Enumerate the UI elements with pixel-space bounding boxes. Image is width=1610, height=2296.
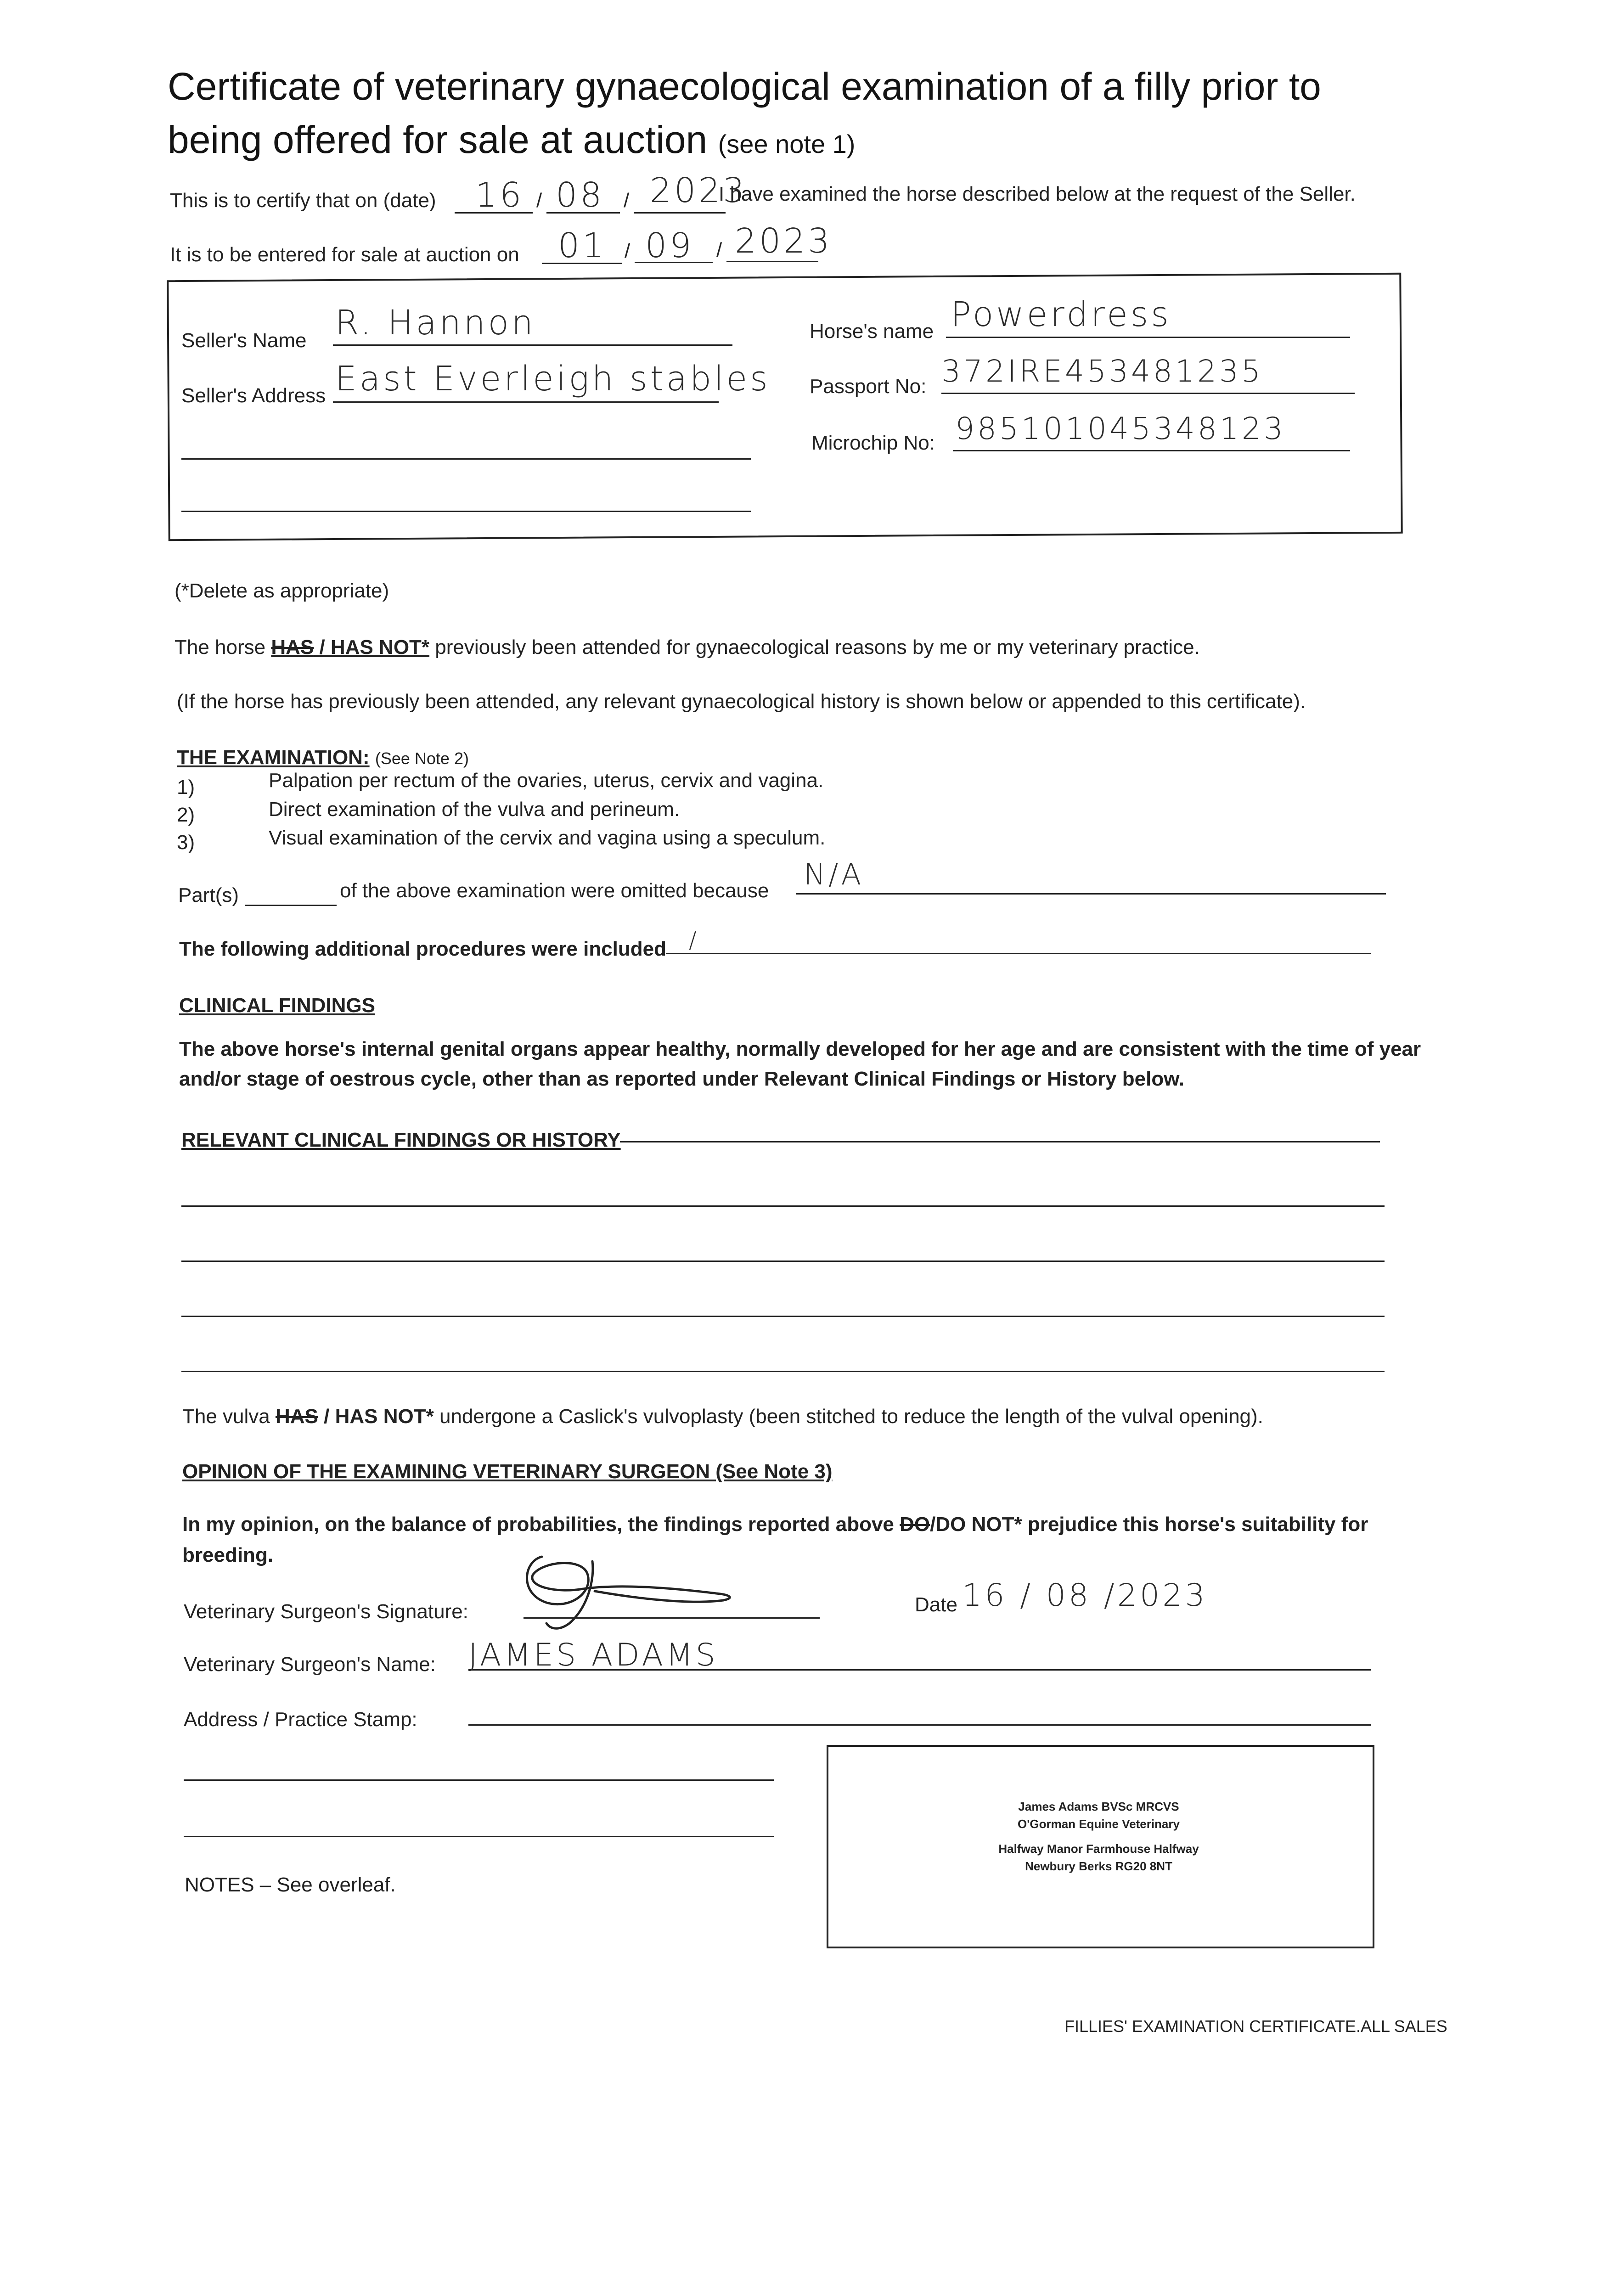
vet-name-value: JAMES ADAMS — [468, 1637, 718, 1673]
title-line-2 — [168, 113, 1430, 171]
practice-address-label: Address / Practice Stamp: — [184, 1708, 417, 1731]
seller-name-label: Seller's Name — [181, 329, 307, 352]
opinion-heading: OPINION OF THE EXAMINING VETERINARY SURGEON (See Note 3) — [182, 1460, 833, 1483]
microchip-value: 985101045348123 — [955, 411, 1286, 446]
vulva-suffix: undergone a Caslick's vulvoplasty (been stitched to reduce the length of the vulval opening). — [439, 1405, 1263, 1428]
page-title — [168, 60, 1430, 171]
notes-reference: NOTES – See overleaf. — [185, 1874, 396, 1896]
exam-item-2-num: 2) — [177, 804, 195, 826]
date-label: Date — [915, 1593, 957, 1616]
certify-day: 16 — [475, 175, 524, 215]
vulva-prefix: The vulva — [182, 1405, 270, 1428]
clinical-statement-2: and/or stage of oestrous cycle, other than as reported under Relevant Clinical Findings or History below. — [179, 1068, 1185, 1090]
certify-prefix: This is to certify that on (date) — [170, 189, 436, 212]
examination-heading-note: (See Note 2) — [375, 749, 469, 768]
omitted-value: N/A — [804, 858, 864, 892]
practice-stamp — [831, 1798, 1366, 1875]
passport-line — [941, 393, 1355, 394]
seller-name-line — [333, 344, 732, 346]
attended-choice — [271, 636, 429, 658]
opinion-line-1 — [182, 1513, 1368, 1536]
auction-year: 2023 — [735, 221, 833, 261]
vulva-has-struck: HAS — [276, 1405, 318, 1428]
delete-note: (*Delete as appropriate) — [175, 580, 389, 602]
vulva-choice — [276, 1405, 434, 1428]
auction-sep-2: / — [716, 239, 722, 261]
title-note: (see note 1) — [718, 129, 856, 158]
seller-address-label: Seller's Address — [181, 384, 326, 407]
exam-item-1-num: 1) — [177, 776, 195, 799]
auction-month: 09 — [645, 226, 694, 265]
exam-item-2-text: Direct examination of the vulva and perineum. — [269, 798, 680, 821]
seller-address-value: East Everleigh stables — [335, 359, 771, 399]
vulva-has-not: / HAS NOT* — [324, 1405, 434, 1428]
attended-suffix: previously been attended for gynaecological reasons by me or my veterinary practice. — [435, 636, 1200, 658]
attended-line — [175, 636, 1200, 659]
auction-label: It is to be entered for sale at auction on — [170, 243, 519, 266]
stamp-line-2: O'Gorman Equine Veterinary — [1018, 1817, 1180, 1831]
passport-value: 372IRE453481235 — [941, 354, 1263, 389]
microchip-line — [953, 450, 1350, 451]
exam-item-1-text: Palpation per rectum of the ovaries, uterus, cervix and vagina. — [269, 769, 824, 792]
stamp-line-1: James Adams BVSc MRCVS — [1018, 1800, 1179, 1813]
horse-name-label: Horse's name — [810, 320, 934, 343]
auction-day: 01 — [558, 226, 607, 265]
vulva-line — [182, 1405, 1263, 1428]
certify-suffix: I have examined the horse described below at the request of the Seller. — [719, 183, 1356, 205]
seller-name-value: R. Hannon — [335, 303, 536, 343]
title-line-2-text: being offered for sale at auction — [168, 118, 708, 161]
practice-address-line-2 — [184, 1779, 774, 1781]
footer-form-id: FILLIES' EXAMINATION CERTIFICATE.ALL SALES — [1064, 2017, 1447, 2036]
examination-heading-text: THE EXAMINATION: — [177, 746, 370, 769]
date-sep-1: / — [536, 189, 542, 212]
omitted-label: of the above examination were omitted because — [340, 879, 769, 902]
exam-item-3-text: Visual examination of the cervix and vagina using a speculum. — [269, 827, 826, 849]
omitted-line — [796, 893, 1386, 895]
seller-address-line — [333, 401, 719, 403]
microchip-label: Microchip No: — [811, 432, 935, 454]
auction-sep-1: / — [625, 240, 630, 262]
certify-year: 2023 — [650, 171, 748, 210]
additional-value: / — [689, 927, 699, 953]
attended-prefix: The horse — [175, 636, 266, 658]
clinical-statement-1: The above horse's internal genital organs appear healthy, normally developed for her age and are consistent with the time of year — [179, 1038, 1421, 1060]
horse-name-value: Powerdress — [951, 295, 1171, 334]
date-sep-2: / — [624, 189, 630, 212]
attended-has-struck: HAS — [271, 636, 314, 658]
opinion-do-struck: DO — [900, 1513, 930, 1536]
passport-label: Passport No: — [810, 375, 927, 398]
relevant-line-2 — [181, 1205, 1385, 1207]
signature-label: Veterinary Surgeon's Signature: — [184, 1600, 468, 1623]
relevant-heading: RELEVANT CLINICAL FINDINGS OR HISTORY — [181, 1129, 621, 1151]
vet-name-label: Veterinary Surgeon's Name: — [184, 1653, 436, 1676]
practice-address-line-3 — [184, 1836, 774, 1837]
date-value: 16 / 08 /2023 — [962, 1577, 1208, 1614]
date-year-line — [634, 212, 726, 214]
relevant-line-1 — [620, 1141, 1380, 1142]
seller-address-line-2 — [181, 458, 751, 460]
horse-name-line — [946, 337, 1350, 338]
exam-item-3-num: 3) — [177, 831, 195, 854]
additional-line — [666, 953, 1371, 954]
stamp-line-4: Newbury Berks RG20 8NT — [1025, 1859, 1172, 1873]
certify-month: 08 — [556, 175, 605, 215]
opinion-line-2: breeding. — [182, 1544, 274, 1566]
auction-year-line — [726, 261, 818, 262]
relevant-line-3 — [181, 1261, 1385, 1262]
title-line-1: Certificate of veterinary gynaecological examination of a filly prior to — [168, 65, 1321, 108]
practice-address-line — [468, 1724, 1371, 1726]
history-note: (If the horse has previously been attended, any relevant gynaecological history is shown below or appended to this certificate). — [177, 690, 1306, 713]
attended-has-not: / HAS NOT* — [319, 636, 430, 658]
opinion-line-1a: In my opinion, on the balance of probabilities, the findings reported above — [182, 1513, 894, 1536]
opinion-line-1b: /DO NOT* prejudice this horse's suitability for — [930, 1513, 1368, 1536]
relevant-line-4 — [181, 1316, 1385, 1317]
examination-heading — [177, 746, 469, 769]
parts-line — [245, 905, 337, 906]
signature-scribble — [514, 1543, 744, 1635]
stamp-line-3: Halfway Manor Farmhouse Halfway — [998, 1842, 1199, 1856]
parts-label: Part(s) — [178, 884, 239, 906]
relevant-line-5 — [181, 1371, 1385, 1372]
seller-address-line-3 — [181, 511, 751, 512]
clinical-heading: CLINICAL FINDINGS — [179, 994, 375, 1017]
additional-label: The following additional procedures were included — [179, 938, 667, 960]
